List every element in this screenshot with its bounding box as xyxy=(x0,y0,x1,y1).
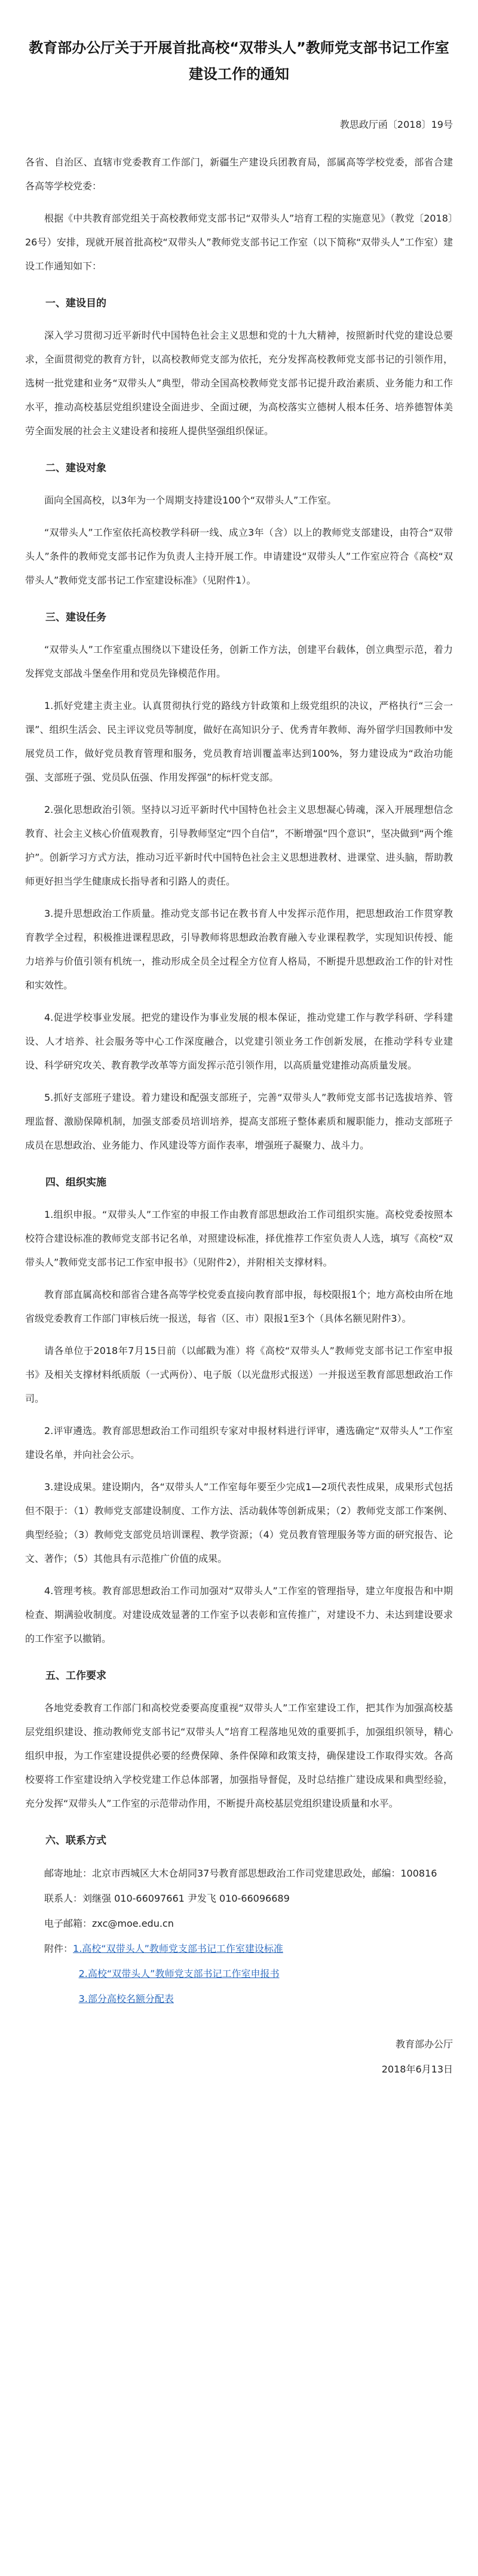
signature-date: 2018年6月13日 xyxy=(381,2064,453,2075)
signature-block xyxy=(25,2032,453,2082)
section-paragraph: 2.评审遴选。教育部思想政治工作司组织专家对申报材料进行评审，遴选确定“双带头人”工作室建设名单，并向社会公示。 xyxy=(25,1425,453,1460)
section-paragraph: 各地党委教育工作部门和高校党委要高度重视“双带头人”工作室建设工作，把其作为加强高校基层党组织建设、推动教师党支部书记“双带头人”培育工程落地见效的重要抓手，加强组织领导，精心组织申报，为工作室建设提供必要的经费保障、条件保障和政策支持，确保建设工作取得实效。各高校要将工作室建设纳入学校党建工作总体部署，加强指导督促，及时总结推广建设成果和典型经验，充分发挥“双带头人”工作室的示范带动作用，不断提升高校基层党组织建设质量和水平。 xyxy=(25,1702,453,1809)
section-paragraph: 1.组织申报。“双带头人”工作室的申报工作由教育部思想政治工作司组织实施。高校党委按照本校符合建设标准的教师党支部书记名单，对照建设标准，择优推荐工作室负责人人选，填写《高校“双带头人”教师党支部书记工作室申报书》（见附件2），并附相关支撑材料。 xyxy=(25,1209,453,1268)
attachment-link-1[interactable]: 1.高校“双带头人”教师党支部书记工作室建设标准 xyxy=(73,1943,283,1954)
section-heading: 六、联系方式 xyxy=(45,1835,106,1847)
section-paragraph: 请各单位于2018年7月15日前（以邮戳为准）将《高校“双带头人”教师党支部书记工作室申报书》及相关支撑材料纸质版（一式两份）、电子版（以光盘形式报送）一并报送至教育部思想政治工作司。 xyxy=(25,1345,453,1404)
section-heading: 一、建设目的 xyxy=(45,297,106,309)
contact-email: 电子邮箱：zxc@moe.edu.cn xyxy=(44,1918,174,1929)
section-paragraph: 面向全国高校，以3年为一个周期支持建设100个“双带头人”工作室。 xyxy=(44,495,337,506)
sections-container xyxy=(25,291,453,1853)
contact-address: 邮寄地址：北京市西城区大木仓胡同37号教育部思想政治工作司党建思政处，邮编：100816 xyxy=(44,1868,437,1879)
attachment-1-line xyxy=(25,1936,453,1961)
document-title: 教育部办公厅关于开展首批高校“双带头人”教师党支部书记工作室建设工作的通知 xyxy=(29,39,449,82)
attachments-block xyxy=(25,1936,453,2012)
section-heading: 二、建设对象 xyxy=(45,462,106,474)
section-paragraph: 教育部直属高校和部省合建各高等学校党委直接向教育部申报，每校限报1个；地方高校由所在地省级党委教育工作部门审核后统一报送，每省（区、市）限报1至3个（具体名额见附件3）。 xyxy=(25,1289,453,1324)
section-paragraph: 5.抓好支部班子建设。着力建设和配强支部班子，完善“双带头人”教师党支部书记选拔培养、管理监督、激励保障机制，加强支部委员培训培养，提高支部班子整体素质和履职能力，推动支部班子成员在思想政治、业务能力、作风建设等方面作表率，增强班子凝聚力、战斗力。 xyxy=(25,1092,453,1151)
attachment-link-3[interactable]: 3.部分高校名额分配表 xyxy=(78,1993,174,2004)
section-paragraph: 4.促进学校事业发展。把党的建设作为事业发展的根本保证，推动党建工作与教学科研、学科建设、人才培养、社会服务等中心工作深度融合，以党建引领业务工作创新发展，在推动学科专业建设、科学研究攻关、教育教学改革等方面发挥示范引领作用，以高质量党建推动高质量发展。 xyxy=(25,1012,453,1071)
salutation: 各省、自治区、直辖市党委教育工作部门，新疆生产建设兵团教育局，部属高等学校党委，部省合建各高等学校党委： xyxy=(25,156,453,192)
contact-phone: 联系人：刘继强 010-66097661 尹发飞 010-66096689 xyxy=(44,1893,290,1904)
section-paragraph: 2.强化思想政治引领。坚持以习近平新时代中国特色社会主义思想凝心铸魂，深入开展理想信念教育、社会主义核心价值观教育，引导教师坚定“四个自信”，不断增强“四个意识”，坚决做到“两个维护”。创新学习方式方法，推动习近平新时代中国特色社会主义思想进教材、进课堂、进头脑，帮助教师更好担当学生健康成长指导者和引路人的责任。 xyxy=(25,804,453,887)
section-paragraph: 4.管理考核。教育部思想政治工作司加强对“双带头人”工作室的管理指导，建立年度报告和中期检查、期满验收制度。对建设成效显著的工作室予以表彰和宣传推广，对建设不力、未达到建设要求的工作室予以撤销。 xyxy=(25,1585,453,1644)
section-heading: 五、工作要求 xyxy=(45,1670,106,1682)
attachment-2-line xyxy=(25,1961,453,1987)
section-heading: 四、组织实施 xyxy=(45,1177,106,1189)
document-number: 教思政厅函〔2018〕19号 xyxy=(339,119,453,130)
contact-block xyxy=(25,1861,453,1936)
attachment-link-2[interactable]: 2.高校“双带头人”教师党支部书记工作室申报书 xyxy=(78,1968,280,1979)
section-paragraph: 深入学习贯彻习近平新时代中国特色社会主义思想和党的十九大精神，按照新时代党的建设总要求，全面贯彻党的教育方针，以高校教师党支部为依托，充分发挥高校教师党支部书记的引领作用，选树一批党建和业务“双带头人”典型，带动全国高校教师党支部书记提升政治素质、业务能力和工作水平，推动高校基层党组织建设全面进步、全面过硬，为高校落实立德树人根本任务、培养德智体美劳全面发展的社会主义建设者和接班人提供坚强组织保证。 xyxy=(25,330,453,437)
signature-org: 教育部办公厅 xyxy=(395,2038,453,2050)
section-paragraph: “双带头人”工作室依托高校教学科研一线、成立3年（含）以上的教师党支部建设，由符合“双带头人”条件的教师党支部书记作为负责人主持开展工作。申请建设“双带头人”工作室应符合《高校“双带头人”教师党支部书记工作室建设标准》（见附件1）。 xyxy=(25,527,453,586)
attachment-3-line xyxy=(25,1987,453,2012)
intro-paragraph: 根据《中共教育部党组关于高校教师党支部书记“双带头人”培育工程的实施意见》（教党〔2018〕26号）安排，现就开展首批高校“双带头人”教师党支部书记工作室（以下简称“双带头人”工作室）建设工作通知如下： xyxy=(25,213,453,272)
attachments-label: 附件： xyxy=(44,1943,73,1954)
section-paragraph: “双带头人”工作室重点围绕以下建设任务，创新工作方法，创建平台载体，创立典型示范，着力发挥党支部战斗堡垒作用和党员先锋模范作用。 xyxy=(25,644,453,679)
section-heading: 三、建设任务 xyxy=(45,612,106,624)
section-paragraph: 1.抓好党建主责主业。认真贯彻执行党的路线方针政策和上级党组织的决议，严格执行“三会一课”、组织生活会、民主评议党员等制度，做好在高知识分子、优秀青年教师、海外留学归国教师中发展党员工作，做好党员教育管理和服务，党员教育培训覆盖率达到100%，努力建设成为“政治功能强、支部班子强、党员队伍强、作用发挥强”的标杆党支部。 xyxy=(25,700,453,783)
section-paragraph: 3.提升思想政治工作质量。推动党支部书记在教书育人中发挥示范作用，把思想政治工作贯穿教育教学全过程，积极推进课程思政，引导教师将思想政治教育融入专业课程教学，实现知识传授、能力培养与价值引领有机统一，推动形成全员全过程全方位育人格局，不断提升思想政治工作的针对性和实效性。 xyxy=(25,908,453,991)
section-paragraph: 3.建设成果。建设期内，各“双带头人”工作室每年要至少完成1—2项代表性成果，成果形式包括但不限于：（1）教师党支部建设制度、工作方法、活动载体等创新成果；（2）教师党支部工作案例、典型经验；（3）教师党支部党员培训课程、教学资源；（4）党员教育管理服务等方面的研究报告、论文、著作；（5）其他具有示范推广价值的成果。 xyxy=(25,1481,453,1564)
